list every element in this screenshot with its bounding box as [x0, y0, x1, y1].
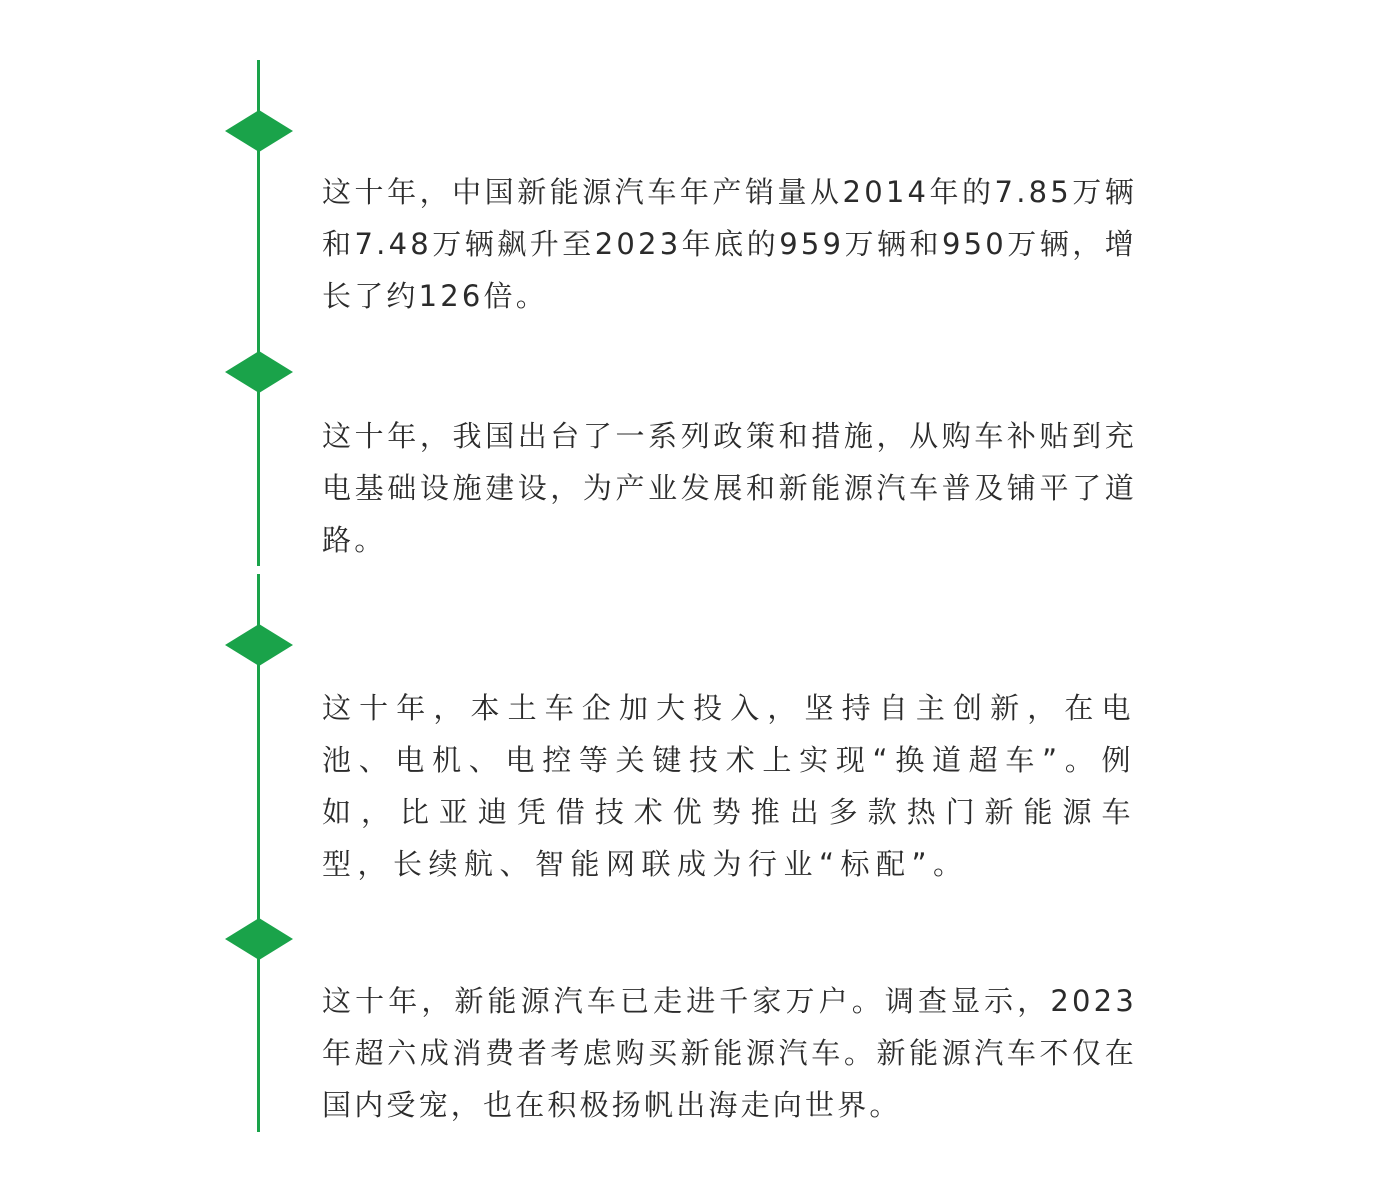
timeline-entry-adoption: 这十年，新能源汽车已走进千家万户。调查显示，2023年超六成消费者考虑购买新能源汽车。新能源汽车不仅在国内受宠，也在积极扬帆出海走向世界。	[322, 984, 1137, 1122]
timeline-entry-policy: 这十年，我国出台了一系列政策和措施，从购车补贴到充电基础设施建设，为产业发展和新能源汽车普及铺平了道路。	[322, 419, 1137, 557]
timeline-diamond-marker-icon	[225, 110, 293, 152]
timeline-entry-production: 这十年，中国新能源汽车年产销量从2014年的7.85万辆和7.48万辆飙升至2023年底的959万辆和950万辆，增长了约126倍。	[322, 175, 1137, 313]
timeline-diamond-marker-icon	[225, 624, 293, 666]
timeline-entry-innovation: 这十年，本土车企加大投入，坚持自主创新，在电池、电机、电控等关键技术上实现“换道超车”。例如，比亚迪凭借技术优势推出多款热门新能源车型，长续航、智能网联成为行业“标配”。	[322, 691, 1137, 881]
timeline-diamond-marker-icon	[225, 351, 293, 393]
timeline-diamond-marker-icon	[225, 918, 293, 960]
